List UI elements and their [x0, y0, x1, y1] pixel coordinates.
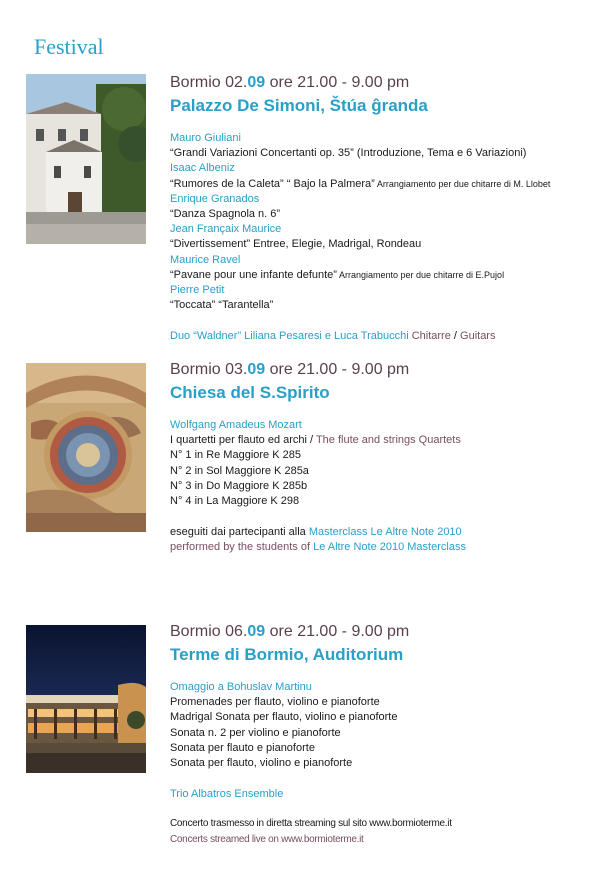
subtitle-en: The flute and strings Quartets [315, 434, 461, 447]
work-title: “Pavane pour une infante defunte” [170, 268, 337, 281]
work [170, 177, 595, 192]
credit-it-masterclass: Masterclass Le Altre Note 2010 [308, 526, 462, 539]
credit-it-text: eseguiti dai partecipanti alla [170, 526, 309, 539]
work: “Grandi Variazioni Concertanti op. 35” (Introduzione, Tema e 6 Variazioni) [170, 147, 527, 160]
date-time: ore 21.00 - 9.00 pm [265, 623, 410, 640]
composer: Maurice Ravel [170, 253, 241, 266]
program-subtitle [170, 433, 595, 448]
composer: Mauro Giuliani [170, 132, 241, 144]
credit-line-en [170, 540, 595, 555]
subtitle-it: I quartetti per flauto ed archi / [170, 434, 316, 447]
program-list [170, 418, 595, 509]
work-note: Arrangiamento per due chitarre di M. Llobet [374, 178, 551, 189]
credit [170, 525, 595, 555]
work: Sonata per flauto, violino e pianoforte [170, 757, 353, 770]
program-list [170, 131, 595, 313]
event-1 [170, 73, 595, 345]
fresco-photo [26, 363, 146, 532]
venue-title: Chiesa del S.Spirito [170, 383, 330, 402]
separator: / [450, 330, 461, 343]
program-list [170, 680, 595, 771]
composer: Pierre Petit [170, 284, 225, 297]
venue-title: Palazzo De Simoni, Štúa ĝranda [170, 96, 428, 115]
work [170, 268, 595, 283]
work: Madrigal Sonata per flauto, violino e pianoforte [170, 711, 398, 724]
date-month: 09 [247, 361, 266, 378]
performers [170, 329, 595, 344]
work-note: Arrangiamento per due chitarre di E.Pujol [336, 269, 505, 280]
composer: Enrique Granados [170, 192, 260, 205]
performers-instrument: Chitarre [411, 330, 451, 343]
event-3 [170, 622, 595, 847]
work: N° 2 in Sol Maggiore K 285a [170, 464, 309, 477]
credit-en-masterclass: Le Altre Note 2010 Masterclass [313, 541, 466, 554]
date-time: ore 21.00 - 9.00 pm [265, 74, 410, 91]
credit-en-text: performed by the students of [170, 541, 314, 554]
event-date [170, 622, 595, 642]
work: “Divertissement” Entree, Elegie, Madrigal, Rondeau [170, 238, 422, 251]
program-heading: Omaggio a Bohuslav Martinu [170, 681, 312, 693]
work: N° 3 in Do Maggiore K 285b [170, 479, 308, 492]
ensemble: Trio Albatros Ensemble [170, 788, 284, 801]
work: Sonata per flauto e pianoforte [170, 741, 315, 754]
work: Promenades per flauto, violino e pianoforte [170, 696, 380, 709]
composer: Jean Françaix Maurice [170, 223, 282, 236]
date-time: ore 21.00 - 9.00 pm [265, 361, 410, 378]
date-month: 09 [247, 623, 266, 640]
palazzo-photo [26, 74, 146, 244]
performers-instrument-en: Guitars [460, 330, 496, 343]
auditorium-photo [26, 625, 146, 773]
performers-names: Duo “Waldner” Liliana Pesaresi e Luca Trabucchi [170, 330, 412, 343]
work: “Toccata” “Tarantella” [170, 299, 274, 312]
venue-title: Terme di Bormio, Auditorium [170, 645, 404, 664]
work: N° 1 in Re Maggiore K 285 [170, 449, 301, 462]
date-prefix: Bormio 06. [170, 623, 248, 640]
credit-line-it [170, 525, 595, 540]
event-2 [170, 360, 595, 556]
streaming-info [170, 816, 595, 846]
date-month: 09 [247, 74, 266, 91]
work-title: “Rumores de la Caleta” “ Bajo la Palmera” [170, 177, 375, 190]
streaming-en: Concerts streamed live on www.bormioterme.it [170, 833, 364, 845]
event-date [170, 73, 595, 93]
composer: Wolfgang Amadeus Mozart [170, 419, 302, 431]
work: N° 4 in La Maggiore K 298 [170, 495, 300, 508]
work: Sonata n. 2 per violino e pianoforte [170, 726, 341, 739]
composer: Isaac Albeniz [170, 162, 235, 175]
date-prefix: Bormio 03. [170, 361, 248, 378]
work: “Danza Spagnola n. 6” [170, 208, 281, 221]
streaming-it: Concerto trasmesso in diretta streaming sul sito www.bormioterme.it [170, 818, 452, 830]
date-prefix: Bormio 02. [170, 74, 248, 91]
festival-title: Festival [34, 34, 104, 59]
event-date [170, 360, 595, 380]
